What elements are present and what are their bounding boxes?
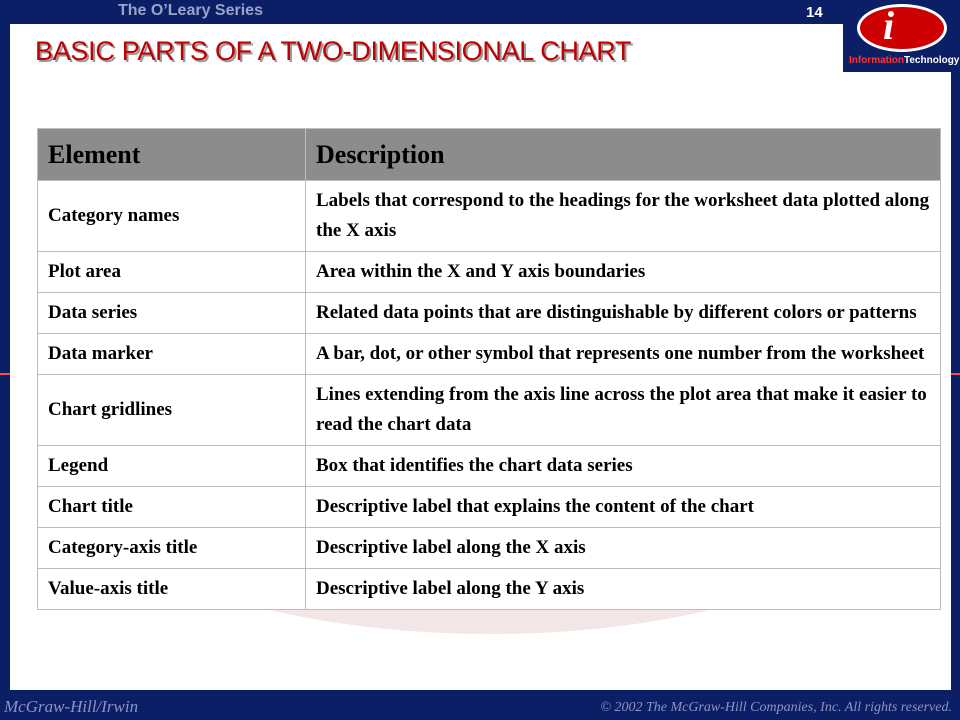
table-row bbox=[38, 252, 941, 293]
series-label: The O’Leary Series bbox=[118, 2, 263, 19]
left-accent-line bbox=[0, 373, 10, 375]
right-accent-line bbox=[951, 373, 960, 375]
description-cell: Box that identifies the chart data series bbox=[306, 446, 941, 487]
description-cell: Descriptive label along the Y axis bbox=[306, 569, 941, 610]
element-cell: Category-axis title bbox=[38, 528, 306, 569]
logo-text bbox=[849, 55, 959, 66]
element-cell: Legend bbox=[38, 446, 306, 487]
table-row bbox=[38, 528, 941, 569]
table-row bbox=[38, 446, 941, 487]
chart-parts-table bbox=[37, 128, 941, 610]
description-cell: A bar, dot, or other symbol that represents one number from the worksheet bbox=[306, 334, 941, 375]
logo-i-icon: i bbox=[883, 3, 895, 48]
information-technology-logo bbox=[843, 0, 960, 72]
table-row bbox=[38, 487, 941, 528]
description-cell: Descriptive label that explains the content of the chart bbox=[306, 487, 941, 528]
table-row bbox=[38, 293, 941, 334]
table-row bbox=[38, 334, 941, 375]
logo-text-rest: Technology bbox=[904, 55, 960, 66]
slide-title: BASIC PARTS OF A TWO-DIMENSIONAL CHART bbox=[35, 36, 632, 66]
page-number: 14 bbox=[806, 4, 823, 21]
element-cell: Plot area bbox=[38, 252, 306, 293]
element-cell: Data marker bbox=[38, 334, 306, 375]
description-cell: Labels that correspond to the headings for the worksheet data plotted along the X axis bbox=[306, 181, 941, 252]
column-header-element: Element bbox=[38, 129, 306, 181]
copyright-notice: © 2002 The McGraw-Hill Companies, Inc. All rights reserved. bbox=[600, 700, 952, 715]
description-cell: Lines extending from the axis line across the plot area that make it easier to read the chart data bbox=[306, 375, 941, 446]
publisher-label: McGraw-Hill/Irwin bbox=[4, 697, 139, 716]
logo-ellipse bbox=[857, 4, 947, 52]
element-cell: Chart title bbox=[38, 487, 306, 528]
description-cell: Related data points that are distinguishable by different colors or patterns bbox=[306, 293, 941, 334]
table-row bbox=[38, 569, 941, 610]
element-cell: Data series bbox=[38, 293, 306, 334]
description-cell: Area within the X and Y axis boundaries bbox=[306, 252, 941, 293]
content-panel bbox=[10, 24, 951, 690]
table-header-row bbox=[38, 129, 941, 181]
logo-text-highlight: Information bbox=[849, 55, 904, 66]
table-row bbox=[38, 375, 941, 446]
table-row bbox=[38, 181, 941, 252]
element-cell: Chart gridlines bbox=[38, 375, 306, 446]
element-cell: Value-axis title bbox=[38, 569, 306, 610]
description-cell: Descriptive label along the X axis bbox=[306, 528, 941, 569]
element-cell: Category names bbox=[38, 181, 306, 252]
column-header-description: Description bbox=[306, 129, 941, 181]
